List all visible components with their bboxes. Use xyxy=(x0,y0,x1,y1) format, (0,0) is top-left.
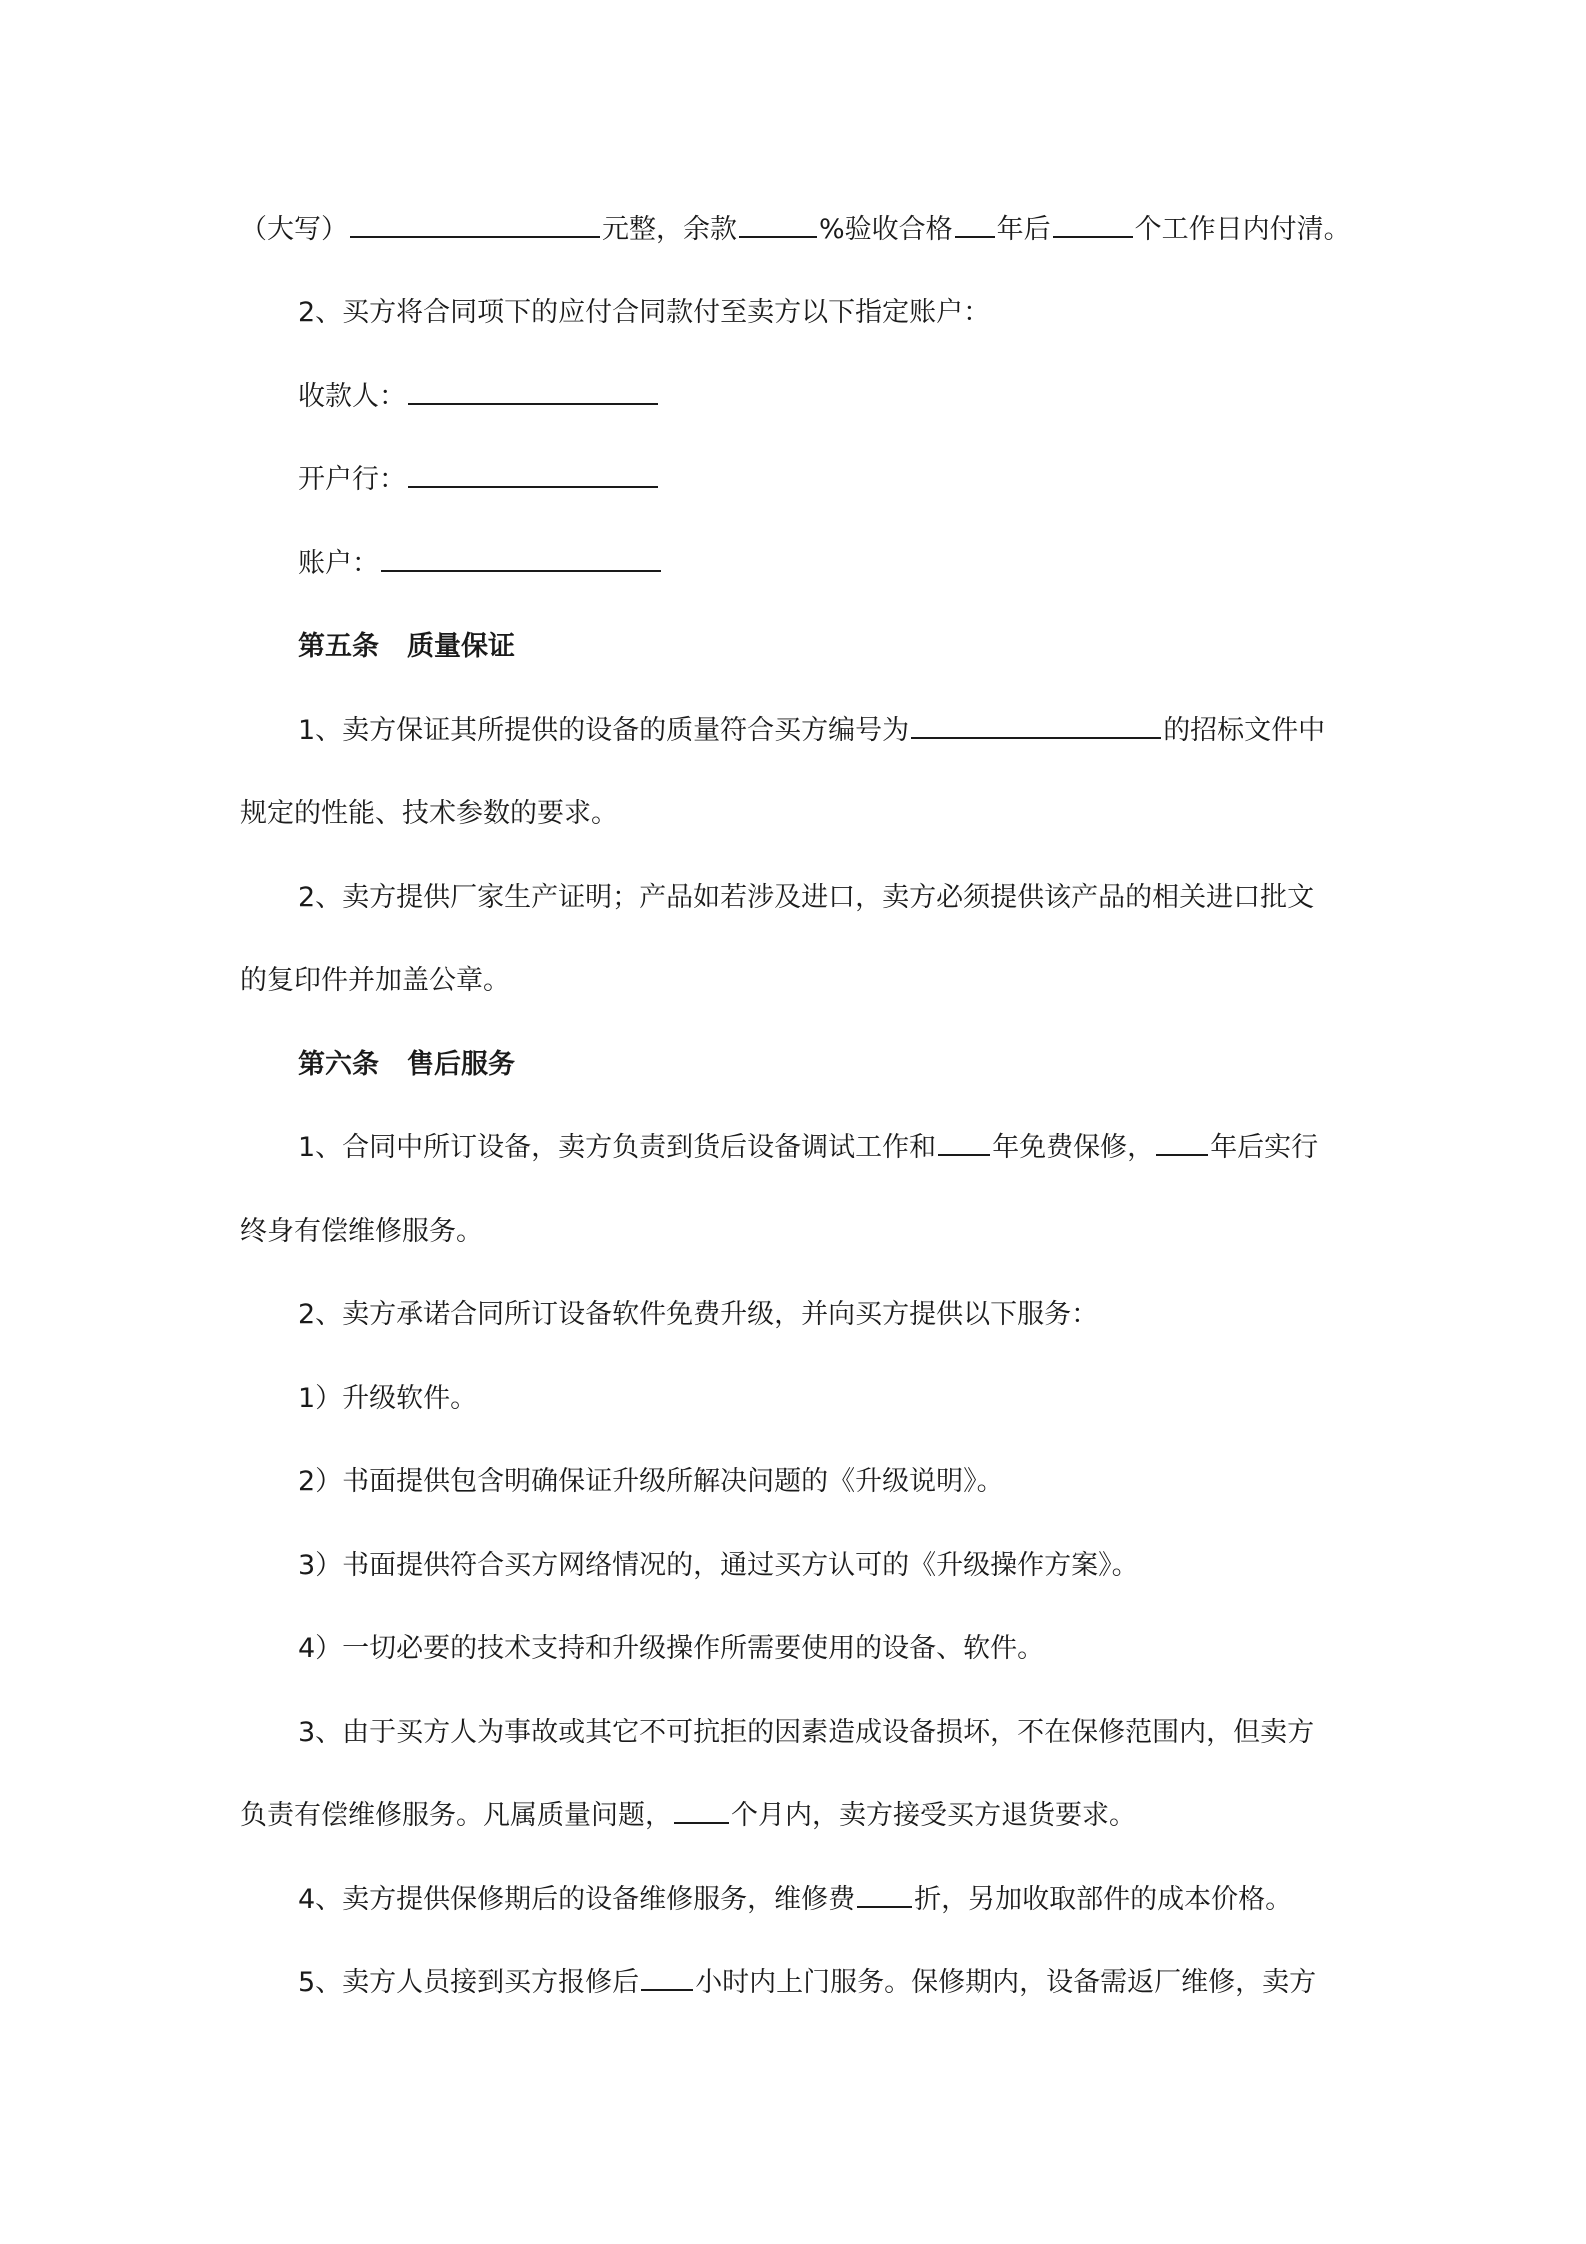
bank-line: 开户行： xyxy=(298,460,660,500)
amount-in-words-blank[interactable] xyxy=(350,210,600,238)
years-blank[interactable] xyxy=(955,210,995,238)
article-6-clause-1: 1、合同中所订设备，卖方负责到货后设备调试工作和 年免费保修， 年后实行 xyxy=(298,1128,1318,1168)
service-item-2: 2）书面提供包含明确保证升级所解决问题的《升级说明》。 xyxy=(298,1466,1004,1497)
payment-account-clause: 2、买方将合同项下的应付合同款付至卖方以下指定账户： xyxy=(298,297,991,328)
free-warranty-years-blank[interactable] xyxy=(938,1128,990,1156)
article-6-heading: 第六条 售后服务 xyxy=(298,1049,515,1080)
paid-service-years-blank[interactable] xyxy=(1156,1128,1208,1156)
article-5-clause-1: 1、卖方保证其所提供的设备的质量符合买方编号为 的招标文件中 xyxy=(298,711,1325,751)
response-hours-blank[interactable] xyxy=(641,1963,693,1991)
article-5-clause-2-cont: 的复印件并加盖公章。 xyxy=(240,965,510,996)
article-6-clause-1-cont: 终身有偿维修服务。 xyxy=(240,1216,483,1247)
tender-number-blank[interactable] xyxy=(911,711,1161,739)
article-6-clause-2: 2、卖方承诺合同所订设备软件免费升级，并向买方提供以下服务： xyxy=(298,1299,1099,1330)
payment-terms-line: （大写） 元整，余款 %验收合格 年后 个工作日内付清。 xyxy=(240,210,1351,250)
account-line: 账户： xyxy=(298,544,663,584)
return-months-blank[interactable] xyxy=(674,1796,729,1824)
article-6-clause-3-cont: 负责有偿维修服务。凡属质量问题， 个月内，卖方接受买方退货要求。 xyxy=(240,1796,1136,1836)
account-blank[interactable] xyxy=(381,544,661,572)
payee-line: 收款人： xyxy=(298,377,660,417)
service-item-4: 4）一切必要的技术支持和升级操作所需要使用的设备、软件。 xyxy=(298,1633,1045,1664)
bank-blank[interactable] xyxy=(408,460,658,488)
service-item-3: 3）书面提供符合买方网络情况的，通过买方认可的《升级操作方案》。 xyxy=(298,1550,1139,1581)
article-5-clause-2: 2、卖方提供厂家生产证明；产品如若涉及进口，卖方必须提供该产品的相关进口批文 xyxy=(298,882,1315,913)
article-5-clause-1-cont: 规定的性能、技术参数的要求。 xyxy=(240,798,618,829)
article-5-heading: 第五条 质量保证 xyxy=(298,631,515,662)
article-6-clause-3: 3、由于买方人为事故或其它不可抗拒的因素造成设备损坏，不在保修范围内，但卖方 xyxy=(298,1717,1315,1748)
service-item-1: 1）升级软件。 xyxy=(298,1383,478,1414)
workdays-blank[interactable] xyxy=(1053,210,1133,238)
article-6-clause-4: 4、卖方提供保修期后的设备维修服务，维修费 折，另加收取部件的成本价格。 xyxy=(298,1880,1292,1920)
discount-blank[interactable] xyxy=(857,1880,912,1908)
balance-percent-blank[interactable] xyxy=(739,210,817,238)
article-6-clause-5: 5、卖方人员接到买方报修后 小时内上门服务。保修期内，设备需返厂维修，卖方 xyxy=(298,1963,1316,2003)
payee-blank[interactable] xyxy=(408,377,658,405)
